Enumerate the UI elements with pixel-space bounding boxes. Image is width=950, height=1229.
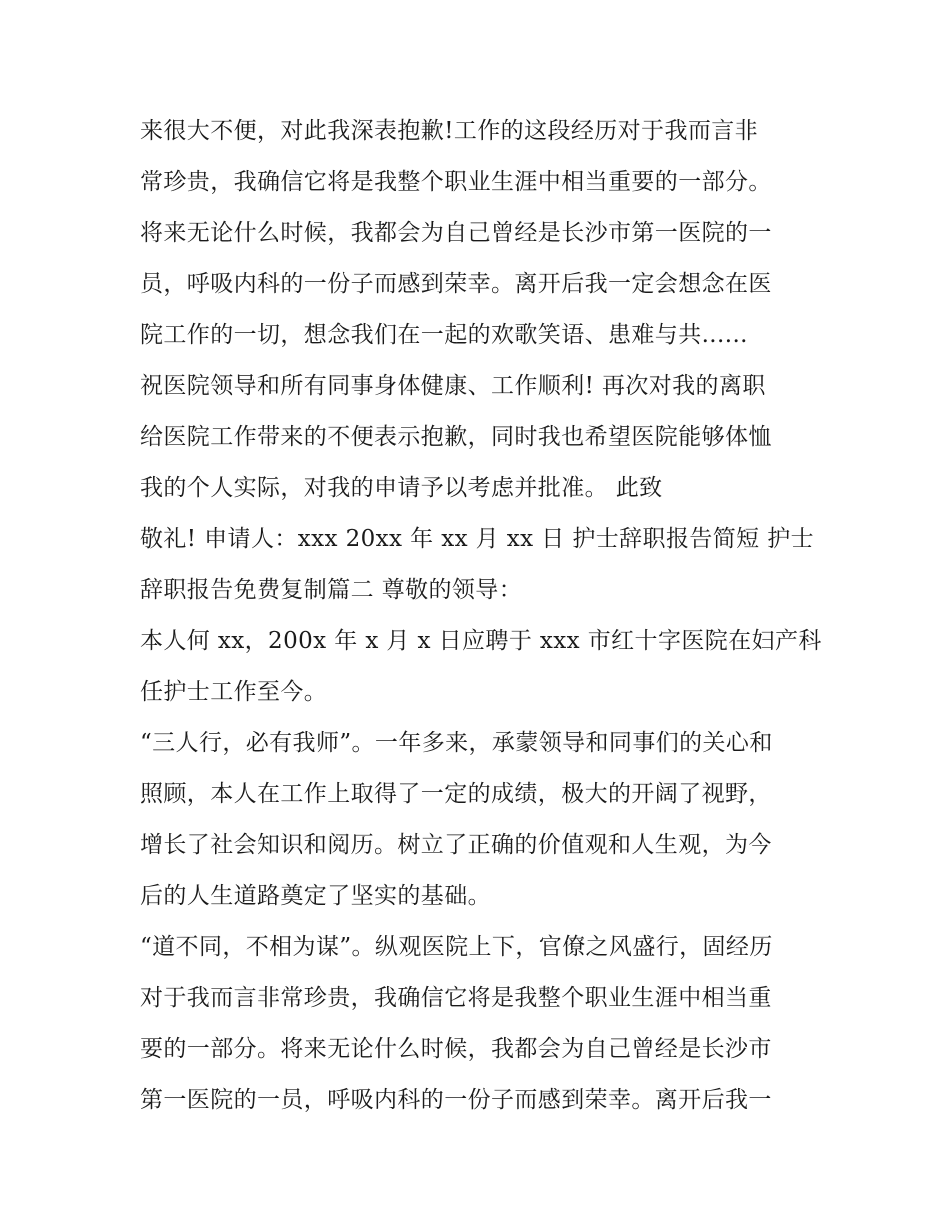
text-line: 我的个人实际，对我的申请予以考虑并批准。 此致 (140, 475, 663, 501)
text-line: “道不同，不相为谋”。纵观医院上下，官僚之风盛行，固经历 (140, 934, 773, 960)
text-line: 员，呼吸内科的一份子而感到荣幸。离开后我一定会想念在医 (140, 271, 772, 297)
text-line: 来很大不便，对此我深表抱歉!工作的这段经历对于我而言非 (140, 118, 759, 144)
text-line: 院工作的一切，想念我们在一起的欢歌笑语、患难与共...... (140, 322, 748, 348)
text-line: 照顾，本人在工作上取得了一定的成绩，极大的开阔了视野， (140, 781, 772, 807)
text-line: 任护士工作至今。 (140, 679, 328, 705)
text-line: 对于我而言非常珍贵，我确信它将是我整个职业生涯中相当重 (140, 985, 772, 1011)
text-line: 敬礼! 申请人：xxx 20xx 年 xx 月 xx 日 护士辞职报告简短 护士 (140, 526, 815, 552)
text-line: 本人何 xx，200x 年 x 月 x 日应聘于 xxx 市红十字医院在妇产科 (140, 628, 822, 654)
document-text-body (140, 106, 830, 1126)
text-line: 第一医院的一员，呼吸内科的一份子而感到荣幸。离开后我一 (140, 1087, 772, 1113)
text-line: 将来无论什么时候，我都会为自己曾经是长沙市第一医院的一 (140, 220, 772, 246)
text-line: 常珍贵，我确信它将是我整个职业生涯中相当重要的一部分。 (140, 169, 772, 195)
text-line: “三人行，必有我师”。一年多来，承蒙领导和同事们的关心和 (140, 730, 773, 756)
text-line: 给医院工作带来的不便表示抱歉，同时我也希望医院能够体恤 (140, 424, 772, 450)
text-line: 祝医院领导和所有同事身体健康、工作顺利! 再次对我的离职 (140, 373, 766, 399)
text-line: 要的一部分。将来无论什么时候，我都会为自己曾经是长沙市 (140, 1036, 772, 1062)
text-line: 增长了社会知识和阅历。树立了正确的价值观和人生观，为今 (140, 832, 772, 858)
text-line: 后的人生道路奠定了坚实的基础。 (140, 883, 491, 909)
text-line: 辞职报告免费复制篇二 尊敬的领导： (140, 577, 523, 603)
